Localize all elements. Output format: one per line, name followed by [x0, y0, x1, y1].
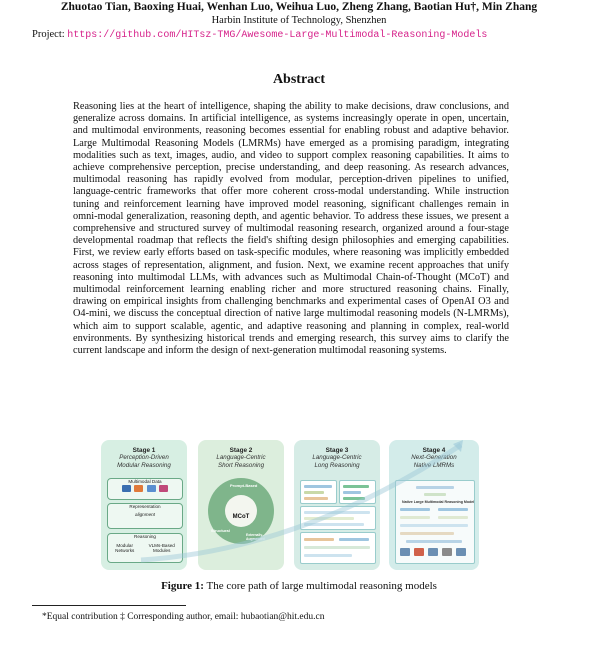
stage-4-subtitle-2: Native LMRMs [413, 462, 455, 469]
footnote: *Equal contribution ‡ Corresponding author, email: hubaotian@hit.edu.cn [42, 612, 325, 622]
stage-1-subtitle-2: Modular Reasoning [117, 462, 171, 469]
reasoning-label: Reasoning [134, 534, 156, 539]
project-line [32, 28, 487, 43]
modular-networks-label: Modular Networks [115, 543, 135, 553]
progress-arrow [101, 440, 479, 570]
project-label: Project: [32, 29, 65, 40]
representation-label: Representation [129, 504, 161, 509]
stage-2-subtitle-2: Short Reasoning [217, 462, 265, 469]
structural-label: Structural [211, 528, 230, 533]
native-model-title: Native Large Multimodal Reasoning Model [402, 500, 475, 504]
caption-text: The core path of large multimodal reasoning models [206, 580, 437, 592]
figure-caption [0, 580, 598, 592]
stage-4-name: Stage 4 [422, 447, 446, 454]
prompt-based-label: Prompt-Based [230, 483, 258, 488]
footnote-rule [32, 605, 186, 606]
caption-label: Figure 1: [161, 580, 204, 592]
abstract-title: Abstract [272, 72, 326, 87]
stage-4-subtitle-1: Next-Generation [411, 454, 457, 461]
alignment-label: alignment [135, 512, 155, 517]
stage-2-subtitle-1: Language-Centric [216, 454, 266, 461]
project-link[interactable]: https://github.com/HITsz-TMG/Awesome-Large-Multimodal-Reasoning-Models [67, 30, 488, 41]
stage-3-subtitle-2: Long Reasoning [314, 462, 360, 469]
figure-roadmap [101, 440, 479, 570]
stage-2-name: Stage 2 [229, 447, 253, 454]
stage-1-subtitle-1: Perception-Driven [119, 454, 169, 461]
affiliation: Harbin Institute of Technology, Shenzhen [211, 15, 387, 26]
mcot-label: MCoT [232, 514, 250, 520]
author-list: Zhuotao Tian, Baoxing Huai, Wenhan Luo, Weihua Luo, Zheng Zhang, Baotian Hu†, Min Zhang [60, 1, 538, 13]
stage-3-subtitle-1: Language-Centric [312, 454, 362, 461]
vlms-modules-label: VLMs-Based Modules [148, 543, 175, 553]
multimodal-data-label: Multimodal Data [128, 479, 162, 484]
stage-1-name: Stage 1 [132, 447, 156, 454]
abstract-body: Reasoning lies at the heart of intelligence, shaping the ability to make decisions, draw conclusions, and generalize across domains. In artificial intelligence, as systems increasingly operate in open, uncertain, and multimodal environments, reasoning becomes essential for enabling robust and adaptive behavior. Large Multimodal Reasoning Models (LMRMs) have emerged as a promising paradigm, integrating modalities such as text, images, audio, and video to support complex reasoning capabilities. It aims to achieve comprehensive perception, precise understanding, and deep reasoning. As research advances, multimodal reasoning has rapidly evolved from modular, perception-driven pipelines to unified, language-centric frameworks that offer more coherent cross-modal understanding. While instruction tuning and reinforcement learning have improved model reasoning, significant challenges remain in omni-modal generalization, reasoning depth, and agentic behavior. To address these issues, we present a comprehensive and structured survey of multimodal reasoning research, organized around a four-stage developmental roadmap that reflects the field's shifting design philosophies and emerging capabilities. First, we review early efforts based on task-specific modules, where reasoning was implicitly embedded across stages of representation, alignment, and fusion. Next, we examine recent approaches that unify reasoning into multimodal LLMs, with advances such as Multimodal Chain-of-Thought (MCoT) and multimodal reinforcement learning enabling richer and more structured reasoning chains. Finally, drawing on empirical insights from challenging benchmarks and experimental cases of OpenAI O3 and O4-mini, we discuss the conceptual direction of native large multimodal reasoning models (N-LMRMs), which aim to support scalable, agentic, and adaptive reasoning and planning in complex, real-world environments. By synthesizing historical trends and emerging research, this survey aims to clarify the current landscape and inform the design of next-generation multimodal reasoning systems. [73, 101, 509, 357]
externally-augmented-label: Externally-Augmented [246, 533, 265, 541]
stage-3-name: Stage 3 [325, 447, 349, 454]
